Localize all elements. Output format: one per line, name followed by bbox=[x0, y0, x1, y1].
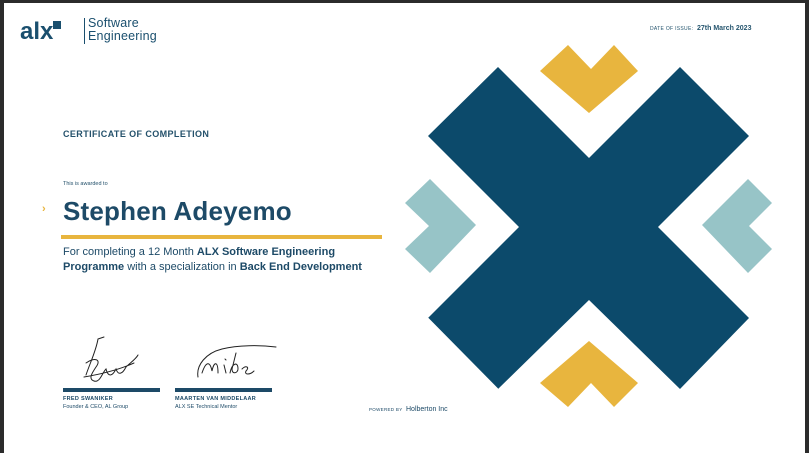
teal-chevron-right bbox=[702, 179, 772, 273]
recipient-name: Stephen Adeyemo bbox=[63, 196, 292, 226]
signatory-name: FRED SWANIKER bbox=[63, 396, 114, 402]
logo-line-2: Engineering bbox=[88, 29, 157, 43]
certificate bbox=[4, 3, 805, 453]
specialization: Back End Development bbox=[239, 261, 362, 273]
powered-brand: Holberton Inc bbox=[406, 406, 448, 413]
certificate-heading: CERTIFICATE OF COMPLETION bbox=[63, 129, 210, 139]
navy-x-shape bbox=[428, 67, 749, 389]
teal-chevron-left bbox=[405, 179, 476, 273]
signatory-title: Founder & CEO, AL Group bbox=[63, 404, 129, 410]
programme-name: ALX Software Engineering Programme bbox=[63, 246, 336, 273]
alx-x-artwork bbox=[4, 3, 805, 453]
issue-label: DATE OF ISSUE: bbox=[650, 26, 694, 32]
desc-prefix: For completing a 12 Month bbox=[63, 246, 197, 258]
gold-chevron-bottom bbox=[540, 341, 638, 407]
awarded-to-label: This is awarded to bbox=[63, 181, 108, 187]
logo-line-1: Software bbox=[88, 16, 139, 30]
chevron-right-icon: › bbox=[42, 203, 46, 215]
gold-chevron-top bbox=[540, 45, 638, 113]
signatory-title: ALX SE Technical Mentor bbox=[175, 404, 238, 410]
alx-logo-letters: alx bbox=[20, 18, 54, 45]
desc-middle: with a specialization in bbox=[124, 261, 240, 273]
issue-date: 27th March 2023 bbox=[696, 25, 752, 32]
signatory-name: MAARTEN VAN MIDDELAAR bbox=[175, 396, 257, 402]
powered-label: POWERED BY bbox=[369, 407, 403, 412]
